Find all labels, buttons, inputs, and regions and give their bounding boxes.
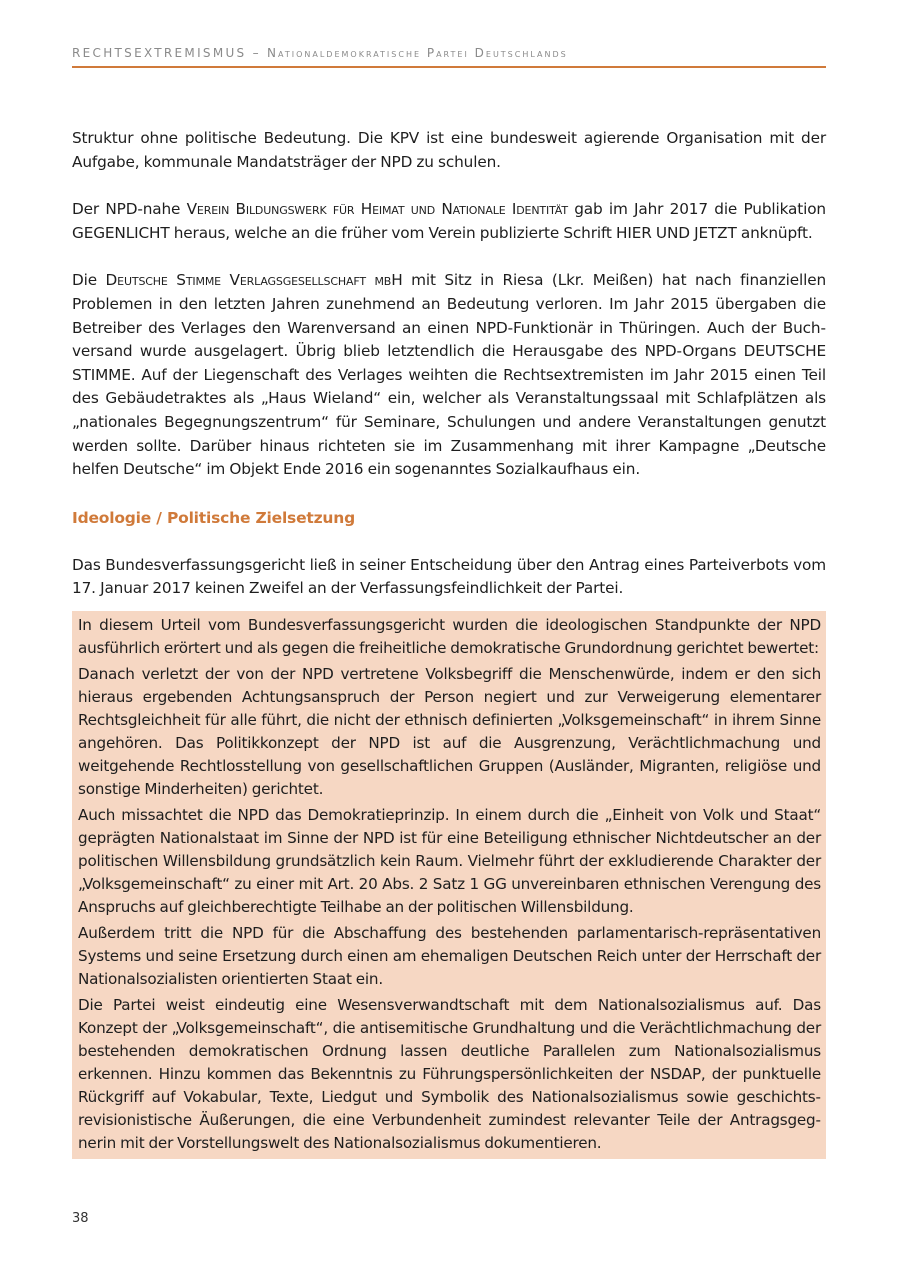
paragraph-deutsche-stimme <box>72 269 826 481</box>
organization-name-verlag: Deutsche Stimme Verlagsgesellschaft mbH <box>105 271 403 290</box>
organization-name-bildungswerk: Verein Bildungswerk für Heimat und Nationale Identität <box>186 200 568 219</box>
ruling-paragraph-nationalsozialismus: Die Partei weist eindeutig eine Wesensverwandtschaft mit dem Nationalsozialismus auf. Das Konzept der „Volksgemeinschaft“, die antisemitische Grundhaltung und die Verächtlichmachung der bestehenden demokratischen Ordnung lassen deutliche Parallelen zum Nationalsozialismus erkennen. Hinzu kommen das Bekenntnis zu Führungspersönlichkeiten der NSDAP, der punktuelle Rückgriff auf Vokabular, Texte, Liedgut und Symbolik des Nationalsozialismus sowie geschichtsrevisionistische Äußerungen, die eine Verbundenheit zumindest relevanter Teile der Antragsgegnerin mit der Vorstellungswelt des Nationalsozialismus dokumentieren. <box>78 995 821 1152</box>
paragraph-kpv: Struktur ohne politische Bedeutung. Die KPV ist eine bundesweit agierende Organisation mit der Aufgabe, kommunale Mandatsträger der NPD zu schulen. <box>72 129 826 171</box>
paragraph-gap <box>72 530 826 554</box>
header-subtitle: Nationaldemokratische Partei Deutschlands <box>267 46 568 60</box>
section-intro: Das Bundesverfassungsgericht ließ in seiner Entscheidung über den Antrag eines Parteiverbots vom 17. Januar 2017 keinen Zweifel an der Verfassungsfeindlichkeit der Partei. <box>72 555 826 598</box>
paragraph-deutsche-stimme-lead: Die <box>72 271 106 290</box>
paragraph-bildungswerk <box>72 198 826 245</box>
header-title: RECHTSEXTREMISMUS – <box>72 46 268 60</box>
ruling-paragraph-intro: In diesem Urteil vom Bundesverfassungsgericht wurden die ideologischen Standpunkte der NPD ausführlich erörtert und als gegen die freiheitliche demokratische Grundordnung gerichtet bewertet: <box>78 615 821 657</box>
paragraph-gap <box>72 482 826 506</box>
page-body <box>72 127 826 1159</box>
paragraph-gap <box>72 245 826 269</box>
running-header <box>72 46 826 68</box>
page-number: 38 <box>72 1211 89 1226</box>
paragraph-gap <box>72 174 826 198</box>
ruling-paragraph-abschaffung: Außerdem tritt die NPD für die Abschaffung des bestehenden parlamentarisch-repräsentativen Systems und seine Ersetzung durch einen am ehemaligen Deutschen Reich unter der Herrschaft der Nationalsozialisten orientierten Staat ein. <box>78 923 821 988</box>
ruling-paragraph-menschenwuerde: Danach verletzt der von der NPD vertretene Volksbegriff die Menschenwürde, indem er den sich hieraus ergebenden Achtungsanspruch der Person negiert und zur Verweigerung elementarer Rechtsgleichheit für alle führt, die nicht der ethnisch definierten „Volksgemeinschaft“ in ihrem Sinne angehören. Das Politikkonzept der NPD ist auf die Ausgrenzung, Verächtlichmachung und weitgehende Rechtlosstellung von gesellschaftlichen Gruppen (Ausländer, Migranten, religiöse und sonstige Minderheiten) gerichtet. <box>78 664 821 798</box>
paragraph-bildungswerk-text: gab im Jahr 2017 die Publikation GEGENLICHT heraus, welche an die früher vom Verein publizierte Schrift HIER UND JETZT anknüpft. <box>72 200 826 242</box>
court-ruling-box <box>72 611 826 1159</box>
section-heading: Ideologie / Politische Zielsetzung <box>72 508 355 527</box>
paragraph-bildungswerk-lead: Der NPD-nahe <box>72 200 187 219</box>
paragraph-deutsche-stimme-text: mit Sitz in Riesa (Lkr. Meißen) hat nach finanziellen Problemen in den letzten Jahren zunehmend an Bedeutung verloren. Im Jahr 2015 übergaben die Betreiber des Verlages den Warenversand an einen NPD-Funktionär in Thüringen. Auch der Buchversand wurde ausgelagert. Übrig blieb letztendlich die Herausgabe des NPD-Organs DEUTSCHE STIMME. Auf der Liegenschaft des Verlages weihten die Rechtsextremisten im Jahr 2015 einen Teil des Gebäudetraktes als „Haus Wieland“ ein, welcher als Veranstaltungssaal mit Schlafplätzen als „nationales Begegnungszentrum“ für Seminare, Schulungen und andere Veranstaltungen genutzt werden sollte. Darüber hinaus richteten sie im Zusammenhang mit ihrer Kampagne „Deutsche helfen Deutsche“ im Objekt Ende 2016 ein sogenanntes Sozialkaufhaus ein. <box>72 271 827 479</box>
ruling-paragraph-demokratieprinzip: Auch missachtet die NPD das Demokratieprinzip. In einem durch die „Einheit von Volk und Staat“ geprägten Nationalstaat im Sinne der NPD ist für eine Beteiligung ethnischer Nichtdeutscher an der politischen Willensbildung grundsätzlich kein Raum. Vielmehr führt der exkludierende Charakter der „Volksgemeinschaft“ zu einer mit Art. 20 Abs. 2 Satz 1 GG unvereinbaren ethnischen Verengung des Anspruchs auf gleichberechtigte Teilhabe an der politischen Willensbildung. <box>78 805 821 916</box>
